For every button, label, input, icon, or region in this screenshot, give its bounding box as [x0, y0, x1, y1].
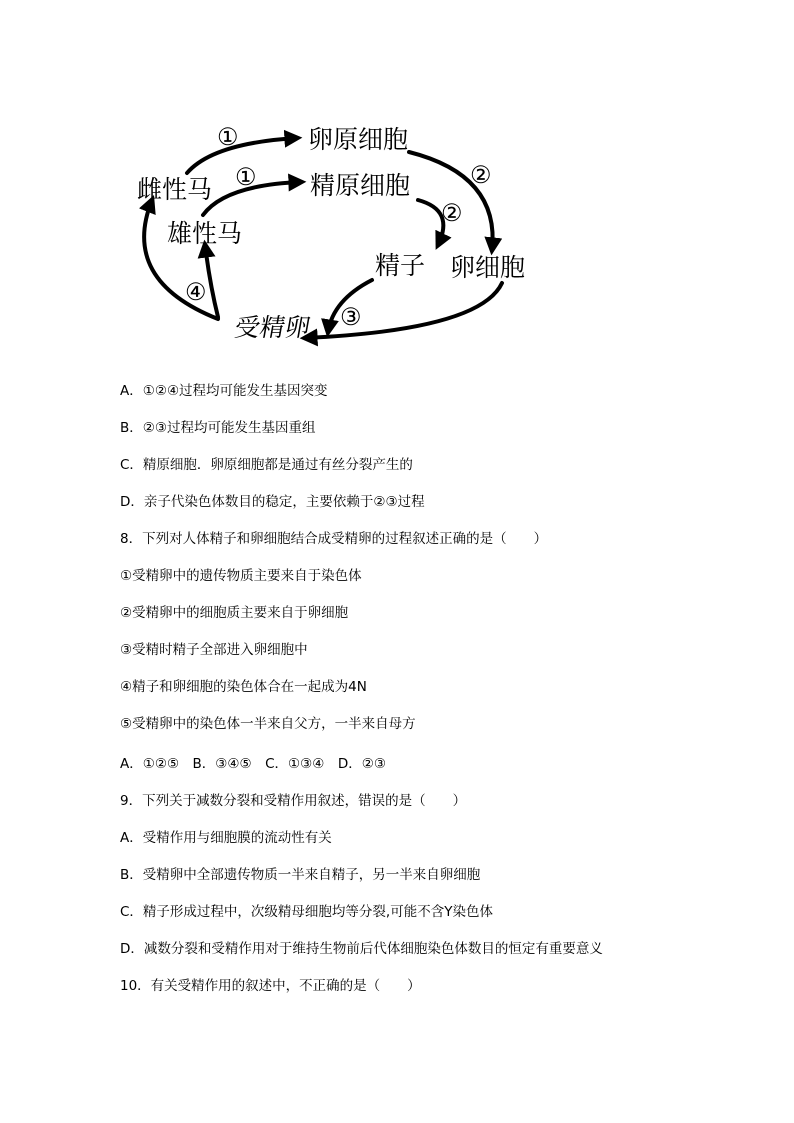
option-7d: D．亲子代染色体数目的稳定，主要依赖于②③过程	[120, 494, 425, 510]
option-7b: B．②③过程均可能发生基因重组	[120, 420, 316, 436]
label-process-2-right: ②	[470, 161, 492, 189]
label-process-3: ③	[340, 303, 362, 331]
q8-statement-5: ⑤受精卵中的染色体一半来自父方，一半来自母方	[120, 716, 416, 732]
option-9d: D．减数分裂和受精作用对于维持生物前后代体细胞染色体数目的恒定有重要意义	[120, 941, 603, 957]
node-zygote: 受精卵	[232, 313, 313, 342]
node-egg: 卵细胞	[450, 253, 526, 282]
q8-options: A．①②⑤ B．③④⑤ C．①③④ D．②③	[120, 756, 386, 772]
q8-statement-3: ③受精时精子全部进入卵细胞中	[120, 642, 308, 658]
question-10-stem: 10．有关受精作用的叙述中，不正确的是（ ）	[120, 978, 421, 994]
option-9c: C．精子形成过程中，次级精母细胞均等分裂,可能不含Y染色体	[120, 904, 493, 920]
option-9b: B．受精卵中全部遗传物质一半来自精子，另一半来自卵细胞	[120, 867, 481, 883]
label-process-1-top: ①	[217, 123, 239, 151]
option-9a: A．受精作用与细胞膜的流动性有关	[120, 830, 332, 846]
node-sperm: 精子	[375, 251, 426, 280]
option-7a: A．①②④过程均可能发生基因突变	[120, 383, 328, 399]
node-egg-origin: 卵原细胞	[308, 125, 409, 154]
arrow-sperm-origin-to-sperm	[418, 200, 443, 245]
question-8-stem: 8．下列对人体精子和卵细胞结合成受精卵的过程叙述正确的是（ ）	[120, 531, 548, 547]
option-7c: C．精原细胞．卵原细胞都是通过有丝分裂产生的	[120, 457, 413, 473]
label-process-1-mid: ①	[235, 163, 257, 191]
question-9-stem: 9．下列关于减数分裂和受精作用叙述，错误的是（ ）	[120, 793, 467, 809]
node-male-horse: 雄性马	[167, 219, 243, 248]
arrow-zygote-to-male	[205, 245, 218, 317]
node-sperm-origin: 精原细胞	[310, 171, 411, 200]
q8-statement-1: ①受精卵中的遗传物质主要来自于染色体	[120, 568, 362, 584]
label-process-4: ④	[185, 278, 207, 306]
node-female-horse: 雌性马	[137, 175, 213, 204]
q8-statement-4: ④精子和卵细胞的染色体合在一起成为4N	[120, 679, 367, 695]
q8-statement-2: ②受精卵中的细胞质主要来自于卵细胞	[120, 605, 349, 621]
label-process-2-inner: ②	[441, 199, 463, 227]
reproduction-cycle-diagram	[125, 105, 555, 355]
